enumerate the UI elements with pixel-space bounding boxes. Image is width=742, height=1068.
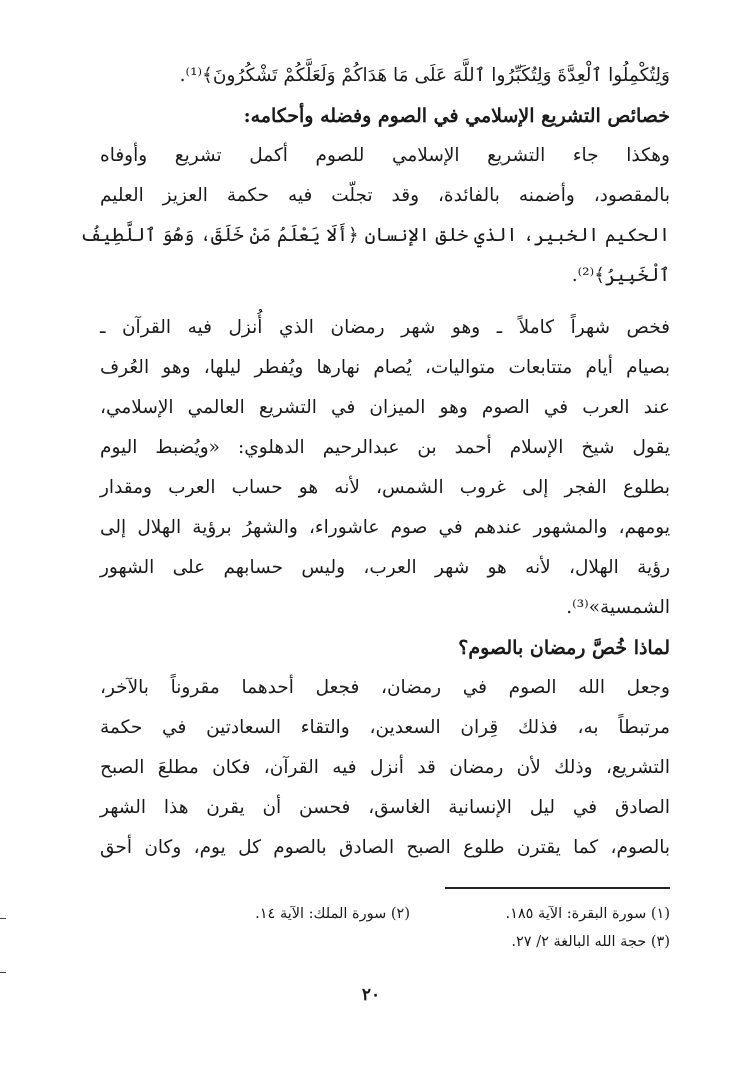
text-line: مرتبطاً به، فذلك قِران السعدين، والتقاء السعادتين في حكمة xyxy=(100,717,670,738)
footnote-1: (١) سورة البقرة: الآية ١٨٥. xyxy=(505,906,670,922)
page-number: ٢٠ xyxy=(361,985,381,1005)
footnotes xyxy=(100,900,670,956)
text-line: بصيام أيام متتابعات متواليات، يُصام نهارها ويُفطر ليلها، وهو العُرف xyxy=(100,357,670,378)
text-line: وجعل الله الصوم في رمضان، فجعل أحدهما مقروناً بالآخر، xyxy=(100,677,670,698)
footnote-divider xyxy=(445,887,670,889)
text-line: الصادق في ليل الإنسانية الغاسق، فحسن أن يقرن هذا الشهر xyxy=(100,797,670,818)
section-heading-features: خصائص التشريع الإسلامي في الصوم وفضله وأحكامه: xyxy=(243,105,670,127)
text-line: الحكيم الخبير، الذي خلق الإنسان ﴿أَلَا يَعْلَمُ مَنْ خَلَقَ، وَهُوَ ٱللَّطِيفُ xyxy=(80,225,670,246)
text-line: يومهم، والمشهور عندهم في صوم عاشوراء، والشهرُ برؤية الهلال إلى xyxy=(100,517,670,538)
text-line: عند العرب في الصوم وهو الميزان في التشريع العالمي الإسلامي، xyxy=(100,397,670,418)
paragraph-3 xyxy=(100,668,670,868)
text-line: فخص شهراً كاملاً ـ وهو شهر رمضان الذي أُنزل فيه القرآن ـ xyxy=(100,317,670,338)
text-line: التشريع، وذلك لأن رمضان قد أنزل فيه القرآن، فكان مطلعَ الصبح xyxy=(100,757,670,778)
paragraph-1 xyxy=(80,136,670,296)
text-line: وهكذا جاء التشريع الإسلامي للصوم أكمل تشريع وأوفاه xyxy=(100,145,670,166)
quran-verse-line: وَلِتُكْمِلُوا ٱلْعِدَّةَ وَلِتُكَبِّرُوا ٱللَّهَ عَلَى مَا هَدَاكُمْ وَلَعَلَّكُمْ تَشْكُرُونَ﴾⁽¹⁾. xyxy=(179,65,670,86)
text-line: ٱلْخَبِيرُ﴾⁽²⁾. xyxy=(571,265,670,286)
text-line: بالمقصود، وأضمنه بالفائدة، وقد تجلّت فيه حكمة العزيز العليم xyxy=(100,185,670,206)
text-line: بالصوم، كما يقترن طلوع الصبح الصادق بالصوم كل يوم، وكان أحق xyxy=(100,837,670,858)
text-line: الشمسية»⁽³⁾. xyxy=(566,597,670,618)
section-heading-why-ramadan: لماذا خُصَّ رمضان بالصوم؟ xyxy=(458,637,670,659)
scan-margin-mark xyxy=(0,918,6,919)
text-line: رؤية الهلال، لأنه هو شهر العرب، وليس حسابهم على الشهور xyxy=(100,557,670,578)
footnote-3: (٣) حجة الله البالغة ٢/ ٢٧. xyxy=(511,934,670,950)
page-body xyxy=(80,56,670,868)
paragraph-2 xyxy=(100,308,670,628)
text-line: بطلوع الفجر إلى غروب الشمس، لأنه هو حساب العرب ومقدار xyxy=(100,477,670,498)
text-line: يقول شيخ الإسلام أحمد بن عبدالرحيم الدهلوي: «ويُضبط اليوم xyxy=(100,437,670,458)
scan-margin-mark xyxy=(0,972,6,973)
footnote-2: (٢) سورة الملك: الآية ١٤. xyxy=(255,906,410,922)
